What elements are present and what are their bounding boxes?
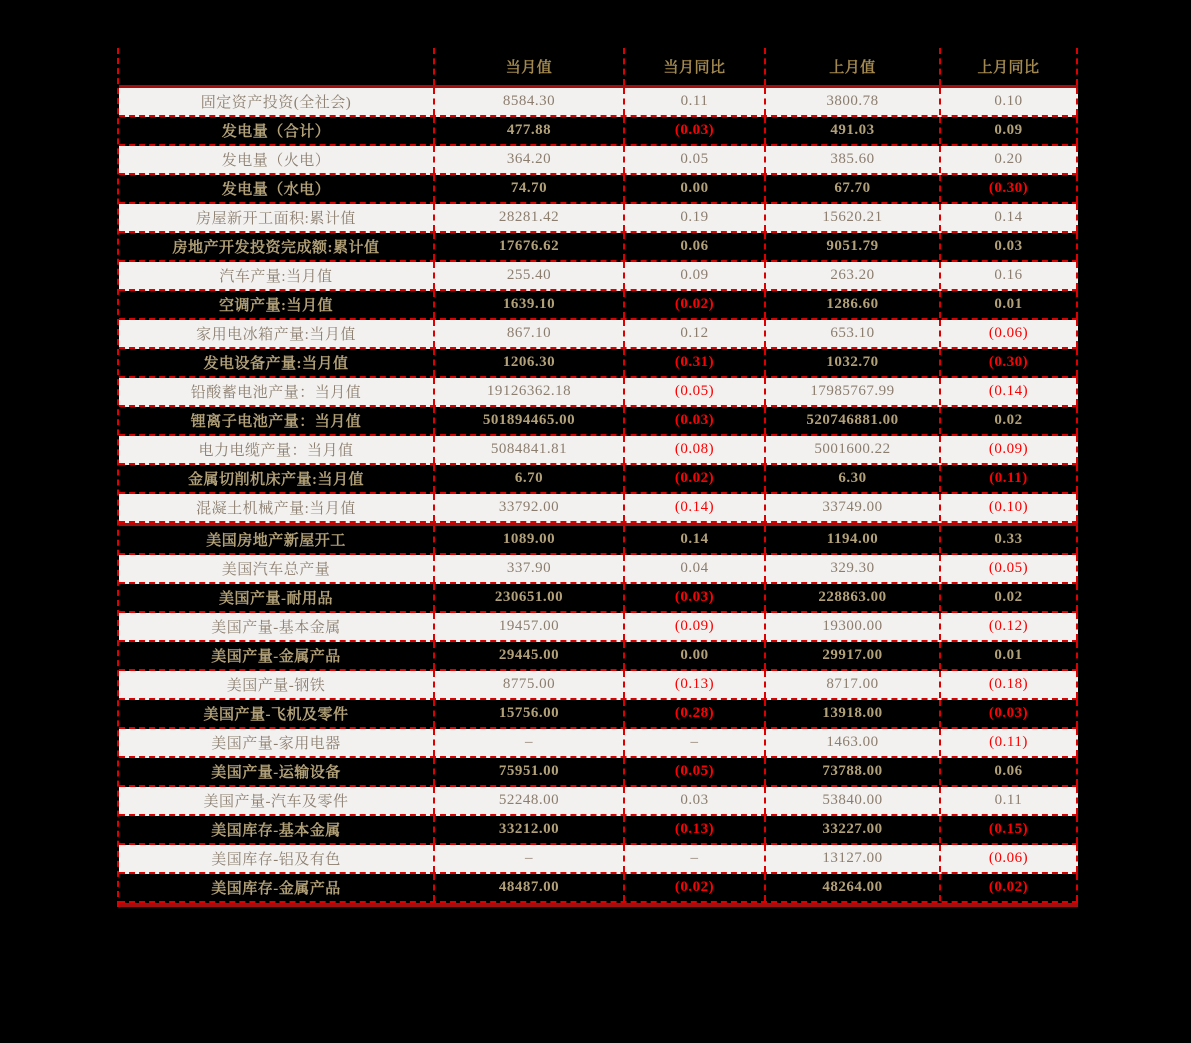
cell-value: 1032.70	[766, 349, 941, 376]
cell-value: 520746881.00	[766, 407, 941, 434]
table-row	[119, 204, 1078, 233]
cell-value: (0.02)	[625, 465, 766, 492]
cell-indicator-label: 美国产量-家用电器	[119, 729, 435, 756]
table-row	[119, 584, 1078, 613]
table-row	[119, 642, 1078, 671]
cell-value: 48487.00	[435, 874, 625, 901]
cell-value: (0.18)	[941, 671, 1078, 698]
table-row	[119, 555, 1078, 584]
cell-value: 19300.00	[766, 613, 941, 640]
cell-value: 0.03	[625, 787, 766, 814]
cell-indicator-label: 发电量（火电）	[119, 146, 435, 173]
cell-value: 29445.00	[435, 642, 625, 669]
cell-value: (0.10)	[941, 494, 1078, 521]
cell-value: 73788.00	[766, 758, 941, 785]
cell-value: 385.60	[766, 146, 941, 173]
cell-indicator-label: 铅酸蓄电池产量：当月值	[119, 378, 435, 405]
cell-value: 1194.00	[766, 526, 941, 553]
cell-value: 867.10	[435, 320, 625, 347]
cell-value: (0.15)	[941, 816, 1078, 843]
table-row	[119, 526, 1078, 555]
cell-indicator-label: 发电量（合计）	[119, 117, 435, 144]
cell-value: (0.13)	[625, 816, 766, 843]
cell-value: 0.11	[941, 787, 1078, 814]
table-row	[119, 758, 1078, 787]
cell-value: 1463.00	[766, 729, 941, 756]
table-body	[119, 88, 1078, 903]
cell-value: 0.16	[941, 262, 1078, 289]
cell-indicator-label: 美国汽车总产量	[119, 555, 435, 582]
cell-value: 6.70	[435, 465, 625, 492]
cell-value: 1639.10	[435, 291, 625, 318]
table-row	[119, 816, 1078, 845]
cell-indicator-label: 房地产开发投资完成额:累计值	[119, 233, 435, 260]
cell-value: 5001600.22	[766, 436, 941, 463]
table-row	[119, 671, 1078, 700]
cell-value: 5084841.81	[435, 436, 625, 463]
cell-value: 52248.00	[435, 787, 625, 814]
cell-value: (0.14)	[625, 494, 766, 521]
cell-indicator-label: 房屋新开工面积:累计值	[119, 204, 435, 231]
cell-value: (0.03)	[625, 117, 766, 144]
cell-value: 0.20	[941, 146, 1078, 173]
cell-value: 1089.00	[435, 526, 625, 553]
indicator-table	[117, 48, 1078, 907]
cell-indicator-label: 美国产量-飞机及零件	[119, 700, 435, 727]
table-bottom-line	[119, 903, 1078, 907]
cell-value: 67.70	[766, 175, 941, 202]
cell-value: (0.05)	[941, 555, 1078, 582]
cell-value: 230651.00	[435, 584, 625, 611]
cell-indicator-label: 美国产量-钢铁	[119, 671, 435, 698]
cell-value: 33227.00	[766, 816, 941, 843]
cell-indicator-label: 美国房地产新屋开工	[119, 526, 435, 553]
table-row	[119, 874, 1078, 903]
cell-value: (0.08)	[625, 436, 766, 463]
cell-value: 17985767.99	[766, 378, 941, 405]
cell-indicator-label: 固定资产投资(全社会)	[119, 88, 435, 115]
table-row	[119, 262, 1078, 291]
cell-value: 15756.00	[435, 700, 625, 727]
cell-value: (0.05)	[625, 378, 766, 405]
cell-value: (0.14)	[941, 378, 1078, 405]
cell-value: 337.90	[435, 555, 625, 582]
table-row	[119, 175, 1078, 204]
table-row	[119, 349, 1078, 378]
cell-value: 0.01	[941, 642, 1078, 669]
cell-indicator-label: 美国产量-汽车及零件	[119, 787, 435, 814]
table-row	[119, 407, 1078, 436]
cell-value: 1286.60	[766, 291, 941, 318]
cell-value: –	[435, 845, 625, 872]
cell-value: 3800.78	[766, 88, 941, 115]
cell-indicator-label: 汽车产量:当月值	[119, 262, 435, 289]
cell-value: 0.05	[625, 146, 766, 173]
table-row	[119, 729, 1078, 758]
cell-value: (0.05)	[625, 758, 766, 785]
cell-value: 33212.00	[435, 816, 625, 843]
cell-indicator-label: 美国产量-运输设备	[119, 758, 435, 785]
cell-value: 0.04	[625, 555, 766, 582]
cell-value: 48264.00	[766, 874, 941, 901]
cell-value: –	[625, 845, 766, 872]
table-row	[119, 436, 1078, 465]
cell-indicator-label: 金属切削机床产量:当月值	[119, 465, 435, 492]
cell-value: 13918.00	[766, 700, 941, 727]
table-row	[119, 146, 1078, 175]
table-row	[119, 117, 1078, 146]
cell-value: (0.30)	[941, 349, 1078, 376]
cell-value: 15620.21	[766, 204, 941, 231]
table-row	[119, 88, 1078, 117]
cell-value: –	[435, 729, 625, 756]
cell-value: (0.09)	[625, 613, 766, 640]
table-row	[119, 700, 1078, 729]
cell-indicator-label: 混凝土机械产量:当月值	[119, 494, 435, 521]
cell-value: 19126362.18	[435, 378, 625, 405]
column-header-last-month-value: 上月值	[766, 48, 941, 85]
cell-value: 0.09	[941, 117, 1078, 144]
cell-value: (0.02)	[625, 874, 766, 901]
cell-value: (0.11)	[941, 729, 1078, 756]
cell-value: (0.03)	[625, 407, 766, 434]
column-header-indicator	[119, 48, 435, 85]
cell-indicator-label: 空调产量:当月值	[119, 291, 435, 318]
cell-value: 0.09	[625, 262, 766, 289]
cell-value: 364.20	[435, 146, 625, 173]
cell-value: (0.13)	[625, 671, 766, 698]
cell-value: 0.11	[625, 88, 766, 115]
cell-value: –	[625, 729, 766, 756]
cell-value: 653.10	[766, 320, 941, 347]
cell-value: (0.03)	[941, 700, 1078, 727]
cell-indicator-label: 锂离子电池产量：当月值	[119, 407, 435, 434]
cell-indicator-label: 电力电缆产量：当月值	[119, 436, 435, 463]
cell-value: 477.88	[435, 117, 625, 144]
cell-value: 0.33	[941, 526, 1078, 553]
cell-value: (0.09)	[941, 436, 1078, 463]
cell-indicator-label: 美国库存-铝及有色	[119, 845, 435, 872]
cell-value: 33749.00	[766, 494, 941, 521]
cell-indicator-label: 美国库存-金属产品	[119, 874, 435, 901]
cell-value: 0.00	[625, 642, 766, 669]
table-row	[119, 787, 1078, 816]
cell-indicator-label: 发电设备产量:当月值	[119, 349, 435, 376]
table-row	[119, 320, 1078, 349]
cell-value: 263.20	[766, 262, 941, 289]
cell-value: 13127.00	[766, 845, 941, 872]
cell-value: 0.14	[625, 526, 766, 553]
cell-value: 0.01	[941, 291, 1078, 318]
column-header-current-month-yoy: 当月同比	[625, 48, 766, 85]
cell-value: 0.03	[941, 233, 1078, 260]
cell-value: 74.70	[435, 175, 625, 202]
cell-value: 17676.62	[435, 233, 625, 260]
cell-indicator-label: 美国产量-基本金属	[119, 613, 435, 640]
cell-value: 0.00	[625, 175, 766, 202]
cell-value: (0.06)	[941, 320, 1078, 347]
cell-indicator-label: 发电量（水电）	[119, 175, 435, 202]
cell-value: 8717.00	[766, 671, 941, 698]
cell-value: (0.03)	[625, 584, 766, 611]
cell-indicator-label: 美国库存-基本金属	[119, 816, 435, 843]
cell-value: 29917.00	[766, 642, 941, 669]
cell-value: 491.03	[766, 117, 941, 144]
cell-value: 228863.00	[766, 584, 941, 611]
cell-value: 255.40	[435, 262, 625, 289]
cell-value: 0.02	[941, 407, 1078, 434]
cell-value: (0.06)	[941, 845, 1078, 872]
table-row	[119, 378, 1078, 407]
cell-value: (0.12)	[941, 613, 1078, 640]
cell-value: 33792.00	[435, 494, 625, 521]
cell-indicator-label: 美国产量-耐用品	[119, 584, 435, 611]
cell-value: 9051.79	[766, 233, 941, 260]
column-header-current-month-value: 当月值	[435, 48, 625, 85]
cell-value: 0.10	[941, 88, 1078, 115]
cell-value: 0.06	[941, 758, 1078, 785]
cell-value: (0.11)	[941, 465, 1078, 492]
table-row	[119, 494, 1078, 523]
cell-value: (0.02)	[941, 874, 1078, 901]
table-row	[119, 845, 1078, 874]
cell-value: 8775.00	[435, 671, 625, 698]
cell-value: 0.02	[941, 584, 1078, 611]
cell-value: 0.12	[625, 320, 766, 347]
cell-value: 28281.42	[435, 204, 625, 231]
cell-value: (0.02)	[625, 291, 766, 318]
cell-value: 0.19	[625, 204, 766, 231]
cell-value: (0.28)	[625, 700, 766, 727]
cell-value: 1206.30	[435, 349, 625, 376]
cell-value: 53840.00	[766, 787, 941, 814]
table-row	[119, 465, 1078, 494]
cell-value: 0.06	[625, 233, 766, 260]
table-header-row	[119, 48, 1078, 85]
cell-value: (0.30)	[941, 175, 1078, 202]
cell-value: 75951.00	[435, 758, 625, 785]
table-row	[119, 613, 1078, 642]
cell-value: 329.30	[766, 555, 941, 582]
cell-value: 501894465.00	[435, 407, 625, 434]
cell-indicator-label: 美国产量-金属产品	[119, 642, 435, 669]
cell-value: 0.14	[941, 204, 1078, 231]
cell-value: (0.31)	[625, 349, 766, 376]
table-row	[119, 291, 1078, 320]
cell-value: 8584.30	[435, 88, 625, 115]
table-row	[119, 233, 1078, 262]
cell-value: 19457.00	[435, 613, 625, 640]
cell-indicator-label: 家用电冰箱产量:当月值	[119, 320, 435, 347]
column-header-last-month-yoy: 上月同比	[941, 48, 1078, 85]
cell-value: 6.30	[766, 465, 941, 492]
